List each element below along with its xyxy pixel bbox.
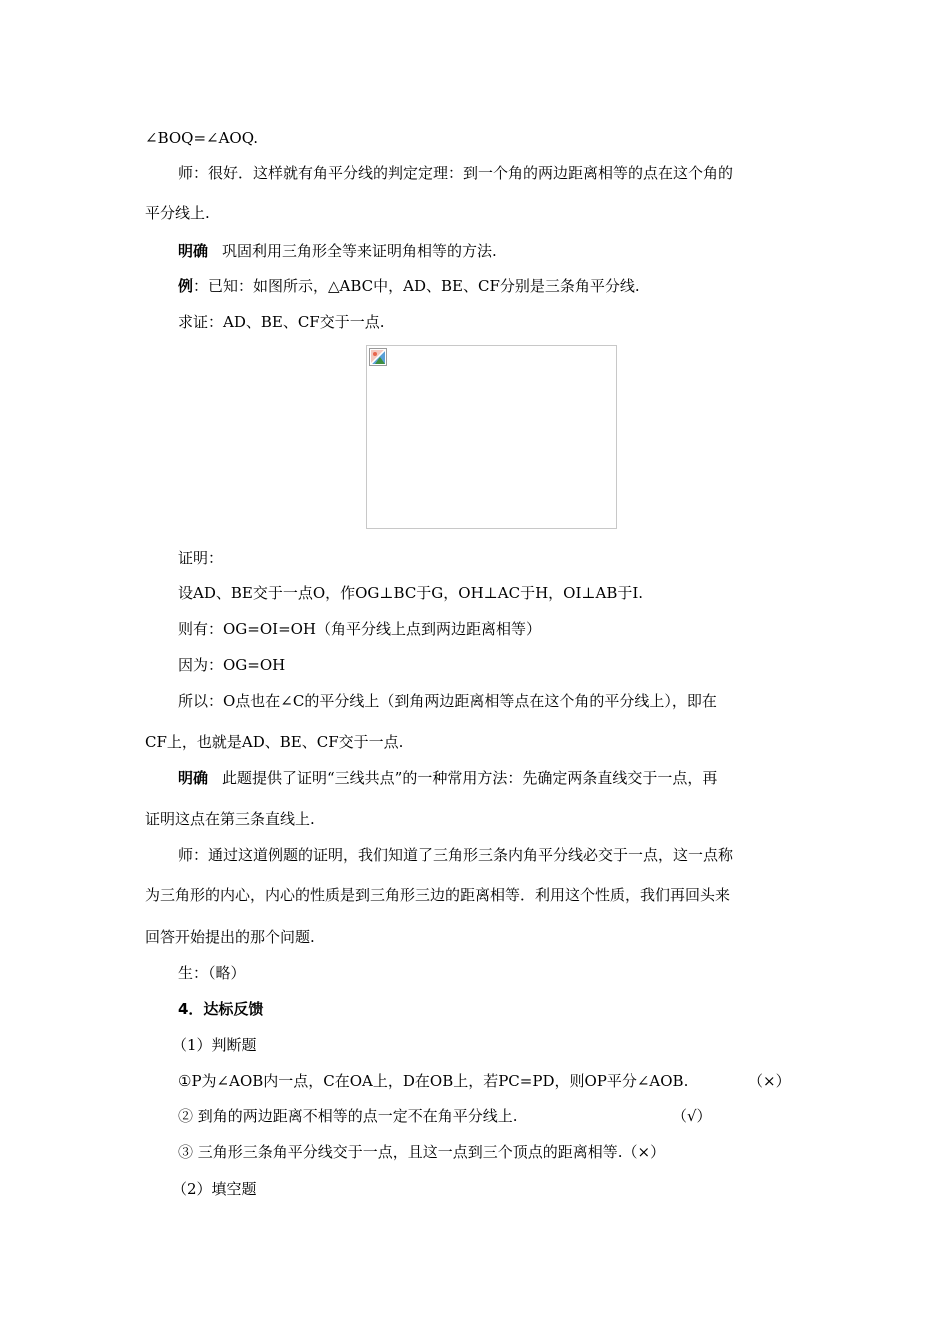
- text-line: 所以：O点也在∠C的平分线上（到角两边距离相等点在这个角的平分线上），即在: [178, 692, 717, 710]
- text-line: 因为：OG=OH: [178, 656, 286, 674]
- clarify-label: 明确: [178, 769, 209, 787]
- clarify-paragraph: [178, 241, 497, 261]
- answer-mark: （√）: [672, 1107, 712, 1125]
- figure-image-placeholder: [366, 345, 617, 529]
- text-line: ∠BOQ=∠AOQ.: [145, 129, 259, 147]
- clarify-paragraph: [178, 768, 717, 788]
- text-line: 师：通过这道例题的证明，我们知道了三角形三条内角平分线必交于一点，这一点称: [178, 846, 734, 864]
- subsection-heading: （2）填空题: [172, 1180, 257, 1198]
- clarify-text: 此题提供了证明“三线共点”的一种常用方法：先确定两条直线交于一点，再: [222, 769, 718, 787]
- clarify-text: 巩固利用三角形全等来证明角相等的方法.: [222, 242, 497, 260]
- example-label: 例: [178, 277, 194, 295]
- subsection-heading: （1）判断题: [172, 1036, 257, 1054]
- text-line: 为三角形的内心，内心的性质是到三角形三边的距离相等．利用这个性质，我们再回头来: [145, 886, 731, 904]
- section-heading: 4．达标反馈: [178, 1000, 264, 1018]
- text-line: CF上，也就是AD、BE、CF交于一点.: [145, 733, 404, 751]
- text-line: 平分线上.: [145, 204, 210, 222]
- text-line: 求证：AD、BE、CF交于一点.: [178, 313, 385, 331]
- answer-mark: （×）: [748, 1072, 791, 1090]
- text-line: 生：（略）: [178, 964, 246, 982]
- broken-image-icon: [369, 348, 387, 366]
- clarify-label: 明确: [178, 242, 209, 260]
- text-line: 证明：: [178, 549, 224, 567]
- text-line: 回答开始提出的那个问题.: [145, 928, 315, 946]
- example-text: ：已知：如图所示，△ABC中，AD、BE、CF分别是三条角平分线.: [193, 277, 640, 295]
- quiz-item: ② 到角的两边距离不相等的点一定不在角平分线上.: [178, 1107, 518, 1125]
- example-paragraph: [178, 276, 640, 296]
- quiz-item: ①P为∠AOB内一点，C在OA上，D在OB上，若PC=PD，则OP平分∠AOB.: [178, 1072, 689, 1090]
- text-line: 证明这点在第三条直线上.: [145, 810, 315, 828]
- text-line: 师：很好．这样就有角平分线的判定定理：到一个角的两边距离相等的点在这个角的: [178, 164, 734, 182]
- quiz-item: ③ 三角形三条角平分线交于一点，且这一点到三个顶点的距离相等.（×）: [178, 1143, 666, 1161]
- text-line: 则有：OG=OI=OH（角平分线上点到两边距离相等）: [178, 620, 542, 638]
- text-line: 设AD、BE交于一点O，作OG⊥BC于G，OH⊥AC于H，OI⊥AB于I.: [178, 584, 644, 602]
